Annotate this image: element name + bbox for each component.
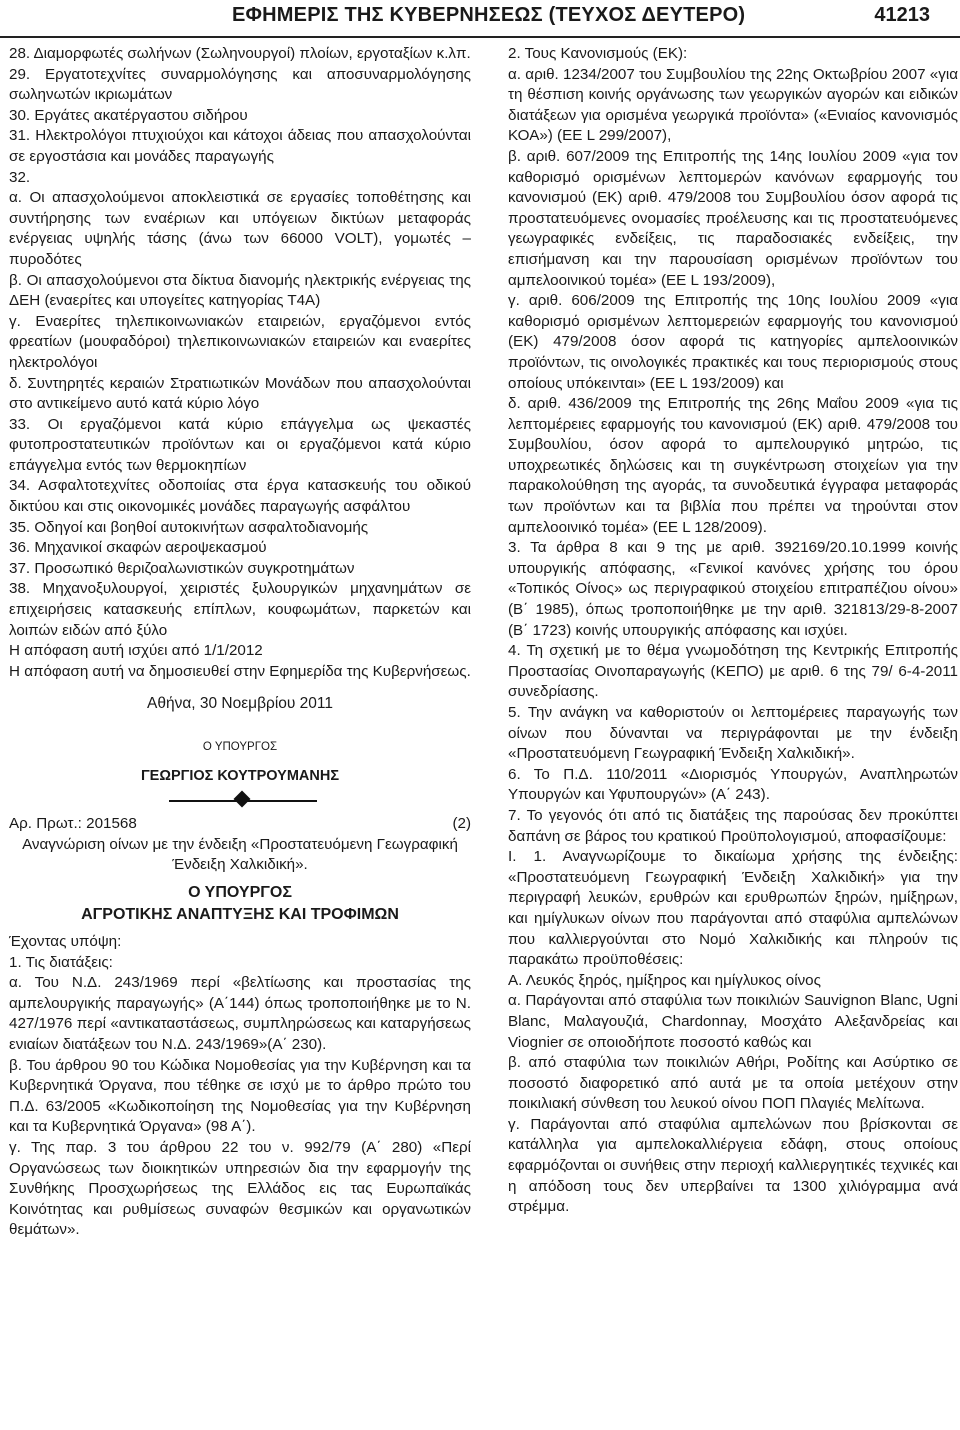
paragraph: 38. Μηχανοξυλουργοί, χειριστές ξυλουργικών μηχανημάτων σε επιχειρήσεις κατασκευής επίπλων, κουφωμάτων, παρκετών και λοιπών ειδών από ξύλο [9, 580, 471, 639]
paragraph: 37. Προσωπικό θεριζοαλωνιστικών συγκροτημάτων [9, 559, 355, 577]
paragraph: 2. Τους Κανονισμούς (ΕΚ): [508, 45, 688, 62]
protocol-index: (2) [452, 815, 471, 833]
right-paragraphs [508, 44, 958, 1218]
left-paragraphs-top [9, 44, 471, 682]
decision-title: Αναγνώριση οίνων με την ένδειξη «Προστατευόμενη Γεωγραφική Ένδειξη Χαλκιδική». [22, 835, 458, 874]
paragraph: γ. Της παρ. 3 του άρθρου 22 του ν. 992/79 (Α΄ 280) «Περί Οργανώσεως των διοικητικών υπηρεσιών δια την εφαρμογήν της Συνθήκης Προσχωρήσεως της Ελλάδος εις τας Ευρωπαϊκάς Κοινότητας και ρυθμίσεως συναφών θεσμικών και οργανωτικών θεμάτων». [9, 1138, 471, 1239]
paragraph: 30. Εργάτες ακατέργαστου σιδήρου [9, 106, 248, 124]
paragraph: 6. Το Π.Δ. 110/2011 «Διορισμός Υπουργών, Αναπληρωτών Υπουργών και Υφυπουργών» (Α΄ 243). [508, 765, 958, 804]
signature-place-date: Αθήνα, 30 Νοεμβρίου 2011 [146, 695, 333, 713]
paragraph: 28. Διαμορφωτές σωλήνων (Σωληνουργοί) πλοίων, εργοταξίων κ.λπ. [9, 45, 471, 62]
minister-title-line-2: ΑΓΡΟΤΙΚΗΣ ΑΝΑΠΤΥΞΗΣ ΚΑΙ ΤΡΟΦΙΜΩΝ [81, 905, 399, 923]
section-divider [169, 790, 317, 812]
paragraph: 7. Το γεγονός ότι από τις διατάξεις της παρούσας δεν προκύπτει δαπάνη σε βάρος του κρατικού Προϋπολογισμού, αποφασίζουμε: [508, 806, 958, 845]
protocol-number: Αρ. Πρωτ.: 201568 [9, 815, 137, 833]
minister-title-line-1: Ο ΥΠΟΥΡΓΟΣ [188, 883, 292, 901]
left-column [9, 44, 471, 1241]
paragraph: 5. Την ανάγκη να καθοριστούν οι λεπτομέρειες παραγωγής των οίνων που δύνανται να περιγράφονται με την ένδειξη «Προστατευόμενη Γεωγραφική Ένδειξη Χαλκιδική». [508, 704, 958, 763]
signature-role: Ο ΥΠΟΥΡΓΟΣ [202, 741, 278, 753]
paragraph: 32. [9, 168, 31, 186]
paragraph: Έχοντας υπόψη: [9, 932, 122, 950]
gazette-title: ΕΦΗΜΕΡΙΣ ΤΗΣ ΚΥΒΕΡΝΗΣΕΩΣ (ΤΕΥΧΟΣ ΔΕΥΤΕΡΟ) [232, 4, 746, 26]
paragraph: α. Του Ν.Δ. 243/1969 περί «βελτίωσης και προστασίας της αμπελουργικής παραγωγής» (Α΄144) όπως τροποποιήθηκε με το Ν. 427/1976 περί «αντικαταστάσεως, συμπληρώσεως και καταργήσεως ενιαίων διατάξεων του Ν.Δ. 243/1969»(Α΄ 230). [9, 974, 471, 1053]
paragraph: 3. Τα άρθρα 8 και 9 της με αριθ. 392169/20.10.1999 κοινής υπουργικής απόφασης, «Γενικοί κανόνες χρήσης του όρου «Τοπικός Οίνος» ως περιγραφικού στοιχείου επιτραπέζιου οίνου» (Β΄ 1985), όπως τροποποιήθηκε με την αριθ. 321813/29-8-2007 (Β΄ 1723) κοινής υπουργικής απόφασης και ισχύει. [508, 539, 958, 639]
paragraph: γ. Παράγονται από σταφύλια αμπελώνων που βρίσκονται σε κατάλληλα για αμπελοκαλλιέργεια εδάφη, στους οποίους εφαρμόζονται οι συνήθεις στην περιοχή καλλιεργητικές τεχνικές και η απόδοση τους δεν υπερβαίνει τα 1300 χιλιόγραμμα ανά στρέμμα. [508, 1115, 958, 1216]
paragraph: δ. Συντηρητές κεραιών Στρατιωτικών Μονάδων που απασχολούνται στο αντικείμενο αυτό κατά κύριο λόγο [9, 374, 471, 413]
page-header [0, 0, 960, 40]
signature-name: ΓΕΩΡΓΙΟΣ ΚΟΥΤΡΟΥΜΑΝΗΣ [140, 767, 340, 784]
paragraph: 31. Ηλεκτρολόγοι πτυχιούχοι και κάτοχοι άδειας που απασχολούνται σε εργοστάσια και μονάδες παραγωγής [9, 127, 471, 165]
left-paragraphs-bottom [9, 932, 471, 1241]
paragraph: β. Οι απασχολούμενοι στα δίκτυα διανομής ηλεκτρικής ενέργειας της ΔΕΗ (εναερίτες και υπογείτες κατηγορίας Τ4Α) [9, 271, 471, 310]
page-number: 41213 [874, 4, 930, 26]
header-divider [0, 36, 960, 38]
paragraph: Η απόφαση αυτή να δημοσιευθεί στην Εφημερίδα της Κυβερνήσεως. [9, 662, 471, 680]
paragraph: 1. Τις διατάξεις: [9, 953, 113, 971]
paragraph: 33. Οι εργαζόμενοι κατά κύριο επάγγελμα ως ψεκαστές φυτοπροστατευτικών προϊόντων και οι εργαζόμενοι κατά κύριο επάγγελμα εντός των θερμοκηπίων [9, 415, 471, 474]
paragraph: Α. Λευκός ξηρός, ημίξηρος και ημίγλυκος οίνος [508, 971, 821, 989]
paragraph: Η απόφαση αυτή ισχύει από 1/1/2012 [9, 642, 263, 660]
paragraph: α. αριθ. 1234/2007 του Συμβουλίου της 22ης Οκτωβρίου 2007 «για τη θέσπιση κοινής οργάνωσης των γεωργικών αγορών και ειδικών διατάξεων για ορισμένα γεωργικά προϊόντα» («Ενιαίος κανονισμός ΚΟΑ») (ΕΕ L 299/2007), [508, 65, 958, 145]
paragraph: 4. Τη σχετική με το θέμα γνωμοδότηση της Κεντρικής Επιτροπής Προστασίας Οινοπαραγωγής (ΚΕΠΟ) με αριθ. 6 της 79/ 6-4-2011 συνεδρίασης. [508, 642, 958, 701]
paragraph: δ. αριθ. 436/2009 της Επιτροπής της 26ης Μαΐου 2009 «για τις λεπτομέρειες εφαρμογής του κανονισμού (ΕΚ) αριθ. 479/2008 του Συμβουλίου, όσον αφορά το αμπελουργικό μητρώο, τις υποχρεωτικές δηλώσεις και τη συγκέντρωση στοιχείων για την παρακολούθηση της αγοράς, τα συνοδευτικά έγγραφα μεταφοράς των προϊόντων και τα βιβλία που πρέπει να τηρούνται στον αμπελοοινικό τομέα» (ΕΕ L 128/2009). [508, 395, 958, 536]
right-column [508, 44, 958, 1218]
divider-diamond-icon [234, 791, 251, 808]
paragraph: 29. Εργατοτεχνίτες συναρμολόγησης και αποσυναρμολόγησης σωληνωτών ικριωμάτων [9, 65, 471, 104]
paragraph: 34. Ασφαλτοτεχνίτες οδοποιίας στα έργα κατασκευής του οδικού δικτύου και στις οικονομικές μονάδες παραγωγής ασφάλτου [9, 477, 471, 516]
protocol-line [9, 814, 471, 835]
paragraph: 36. Μηχανικοί σκαφών αεροψεκασμού [9, 539, 267, 557]
paragraph: β. αριθ. 607/2009 της Επιτροπής της 14ης Ιουλίου 2009 «για τον καθορισμό ορισμένων λεπτομερών κανόνων εφαρμογής του κανονισμού (ΕΚ) αριθ. 479/2008 του Συμβουλίου όσον αφορά τις προστατευόμενες ονομασίες προέλευσης και τις προστατευόμενες γεωγραφικές ενδείξεις, τις παραδοσιακές ενδείξεις, την επισήμανση και την παρουσίαση ορισμένων προϊόντων του αμπελοοινικού τομέα» (ΕΕ L 193/2009), [508, 147, 958, 289]
paragraph: β. από σταφύλια των ποικιλιών Αθήρι, Ροδίτης και Ασύρτικο σε ποσοστό διαφορετικό από αυτά με τα οποία μετέχουν στην ποικιλιακή σύνθεση του λευκού οίνου ΠΟΠ Πλαγιές Μελίτωνα. [508, 1054, 958, 1113]
paragraph: γ. αριθ. 606/2009 της Επιτροπής της 10ης Ιουλίου 2009 «για καθορισμό ορισμένων λεπτομερειών εφαρμογής του κανονισμού (ΕΚ) 479/2008 όσον αφορά τις κατηγορίες αμπελοοινικών προϊόντων, τις οινολογικές πρακτικές και τους περιορισμούς στους οποίους υπόκεινται» (ΕΕ L 193/2009) και [508, 292, 958, 392]
paragraph: β. Του άρθρου 90 του Κώδικα Νομοθεσίας για την Κυβέρνηση και τα Κυβερνητικά Όργανα, που τέθηκε σε ισχύ με το άρθρο πρώτο του Π.Δ. 63/2005 «Κωδικοποίηση της Νομοθεσίας για την Κυβέρνηση και τα Κυβερνητικά Όργανα» (98 Α΄). [9, 1056, 471, 1136]
paragraph: Ι. 1. Αναγνωρίζουμε το δικαίωμα χρήσης της ένδειξης: «Προστατευόμενη Γεωγραφική Ένδειξη Χαλκιδική» για την περιγραφή λευκών, ερυθρών και ερυθρωπών ξηρών, ημίξηρων, και ημίγλυκων οίνων που παράγονται από σταφύλια αμπελώνων που καλλιεργούνται στο Νομό Χαλκιδικής και πληρούν τις παρακάτω προϋποθέσεις: [508, 848, 958, 969]
paragraph: α. Οι απασχολούμενοι αποκλειστικά σε εργασίες τοποθέτησης και συντήρησης των εναέριων και υπόγειων δικτύων μεταφοράς ενέργειας υψηλής τάσης (άνω των 66000 VOLT), γομωτές –πυροδότες [9, 189, 471, 268]
paragraph: α. Παράγονται από σταφύλια των ποικιλιών Sauvignon Blanc, Ugni Blanc, Μαλαγουζιά, Chardonnay, Μοσχάτο Αλεξανδρείας και Viognier σε οποιοδήποτε ποσοστό καθώς και [508, 992, 958, 1051]
paragraph: 35. Οδηγοί και βοηθοί αυτοκινήτων ασφαλτοδιανομής [9, 518, 369, 536]
paragraph: γ. Εναερίτες τηλεπικοινωνιακών εταιρειών, εργαζόμενοι εντός φρεατίων (μουφαδόροι) τηλεπικοινωνιακών εταιρειών και εναερίτες ηλεκτρολόγοι [9, 312, 471, 371]
